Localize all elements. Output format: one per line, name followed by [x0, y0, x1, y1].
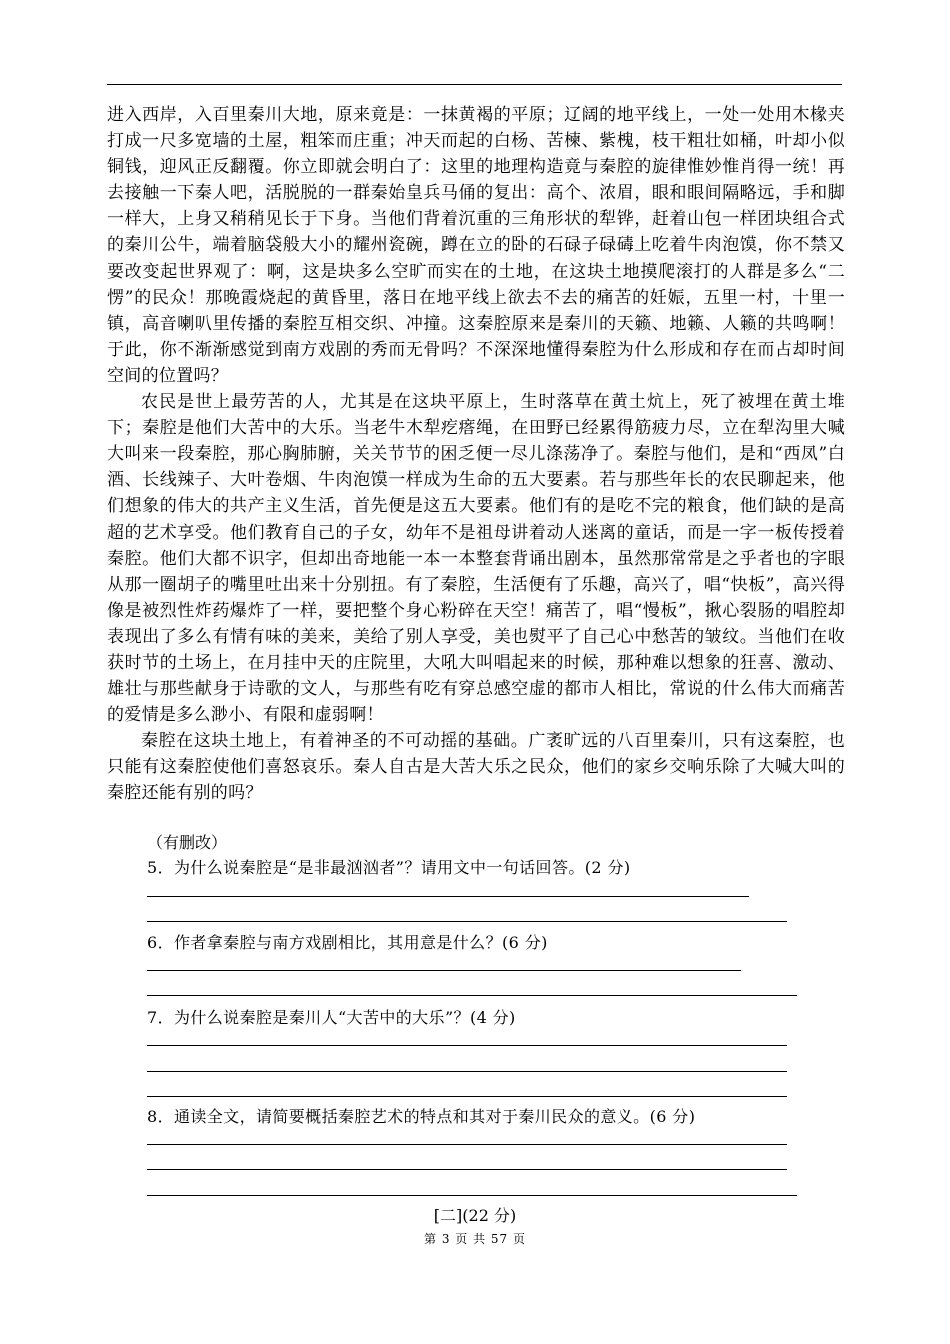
passage-paragraph-3: 秦腔在这块土地上，有着神圣的不可动摇的基础。广袤旷远的八百里秦川，只有这秦腔，也只能有这秦腔使他们喜怒哀乐。秦人自古是大苦大乐之民众，他们的家乡交响乐除了大喊大叫的秦腔还能有别的吗？ — [107, 731, 845, 804]
answer-line[interactable] — [147, 1169, 787, 1170]
answer-line[interactable] — [147, 1045, 787, 1046]
question-6: 6．作者拿秦腔与南方戏剧相比，其用意是什么？(6 分) — [147, 933, 548, 952]
question-8: 8．通读全文，请简要概括秦腔艺术的特点和其对于秦川民众的意义。(6 分) — [147, 1107, 696, 1126]
answer-line[interactable] — [147, 1195, 797, 1196]
header-rule — [107, 84, 842, 85]
source-note: （有删改） — [147, 833, 228, 852]
reading-passage — [107, 102, 845, 807]
question-5: 5．为什么说秦腔是“是非最汹汹者”？请用文中一句话回答。(2 分) — [147, 858, 631, 877]
answer-line[interactable] — [147, 995, 797, 996]
answer-line[interactable] — [147, 896, 749, 897]
answer-line[interactable] — [147, 1144, 787, 1145]
answer-line[interactable] — [147, 1071, 787, 1072]
answer-line[interactable] — [147, 1096, 787, 1097]
answer-line[interactable] — [147, 970, 741, 971]
answer-line[interactable] — [147, 921, 787, 922]
page-number: 第 3 页 共 57 页 — [424, 1232, 526, 1246]
passage-paragraph-2: 农民是世上最劳苦的人，尤其是在这块平原上，生时落草在黄土炕上，死了被埋在黄土堆下；秦腔是他们大苦中的大乐。当老牛木犁疙瘩绳，在田野已经累得筋疲力尽，立在犁沟里大喊大叫来一段秦腔，那心胸肺腑，关关节节的困乏便一尽儿涤荡净了。秦腔与他们，是和“西凤”白酒、长线辣子、大叶卷烟、牛肉泡馍一样成为生命的五大要素。若与那些年长的农民聊起来，他们想象的伟大的共产主义生活，首先便是这五大要素。他们有的是吃不完的粮食，他们缺的是高超的艺术享受。他们教育自己的子女，幼年不是祖母讲着动人迷离的童话，而是一字一板传授着秦腔。他们大都不识字，但却出奇地能一本一本整套背诵出剧本，虽然那常常是之乎者也的字眼从那一圈胡子的嘴里吐出来十分别扭。有了秦腔，生活便有了乐趣，高兴了，唱“快板”，高兴得像是被烈性炸药爆炸了一样，要把整个身心粉碎在天空！痛苦了，唱“慢板”，揪心裂肠的唱腔却表现出了多么有情有味的美来，美给了别人享受，美也熨平了自己心中愁苦的皱纹。当他们在收获时节的土场上，在月挂中天的庄院里，大吼大叫唱起来的时候，那种难以想象的狂喜、激动、雄壮与那些献身于诗歌的文人，与那些有吃有穿总感空虚的都市人相比，常说的什么伟大而痛苦的爱情是多么渺小、有限和虚弱啊！ — [107, 392, 845, 726]
question-7: 7．为什么说秦腔是秦川人“大苦中的大乐”？(4 分) — [147, 1008, 516, 1027]
section-title: [二](22 分) — [433, 1206, 517, 1225]
passage-paragraph-1: 进入西岸，入百里秦川大地，原来竟是：一抹黄褐的平原；辽阔的地平线上，一处一处用木椽夹打成一尺多宽墙的土屋，粗笨而庄重；冲天而起的白杨、苦楝、紫槐，枝干粗壮如桶，叶却小似铜钱，迎风正反翻覆。你立即就会明白了：这里的地理构造竟与秦腔的旋律惟妙惟肖得一统！再去接触一下秦人吧，活脱脱的一群秦始皇兵马俑的复出：高个、浓眉，眼和眼间隔略远，手和脚一样大，上身又稍稍见长于下身。当他们背着沉重的三角形状的犁铧，赶着山包一样团块组合式的秦川公牛，端着脑袋般大小的耀州瓷碗，蹲在立的卧的石碌子碌碡上吃着牛肉泡馍，你不禁又要改变起世界观了：啊，这是块多么空旷而实在的土地，在这块土地摸爬滚打的人群是多么“二愣”的民众！那晚霞烧起的黄昏里，落日在地平线上欲去不去的痛苦的妊娠，五里一村，十里一镇，高音喇叭里传播的秦腔互相交织、冲撞。这秦腔原来是秦川的天籁、地籁、人籁的共鸣啊！于此，你不渐渐感觉到南方戏剧的秀而无骨吗？不深深地懂得秦腔为什么形成和存在而占却时间空间的位置吗？ — [107, 105, 845, 386]
